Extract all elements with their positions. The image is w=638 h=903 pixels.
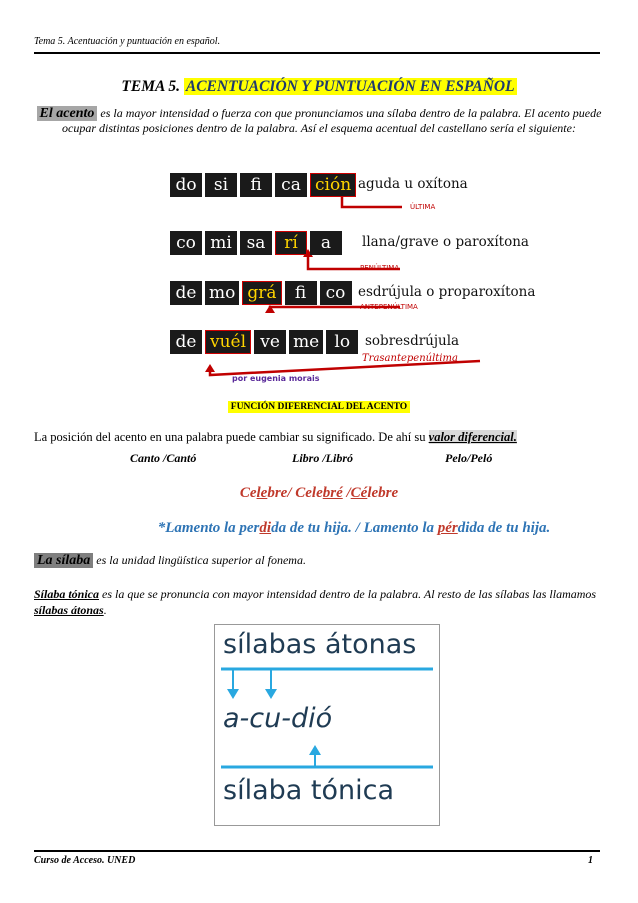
syllable: de — [170, 330, 202, 354]
tonic-syllable: vuél — [205, 330, 251, 354]
title-main: ACENTUACIÓN Y PUNTUACIÓN EN ESPAÑOL — [185, 78, 515, 95]
tonic-syllable: rí — [275, 231, 307, 255]
row-3-sub: ANTEPENÚLTIMA — [360, 303, 418, 311]
row-2-sub: PENÚLTIMA — [360, 264, 400, 272]
text-fragment: *Lamento la per — [157, 520, 260, 536]
row-4-sub: Trasantepenúltima — [362, 353, 458, 364]
diagram-credit: por eugenia morais — [232, 374, 320, 383]
syllable: me — [289, 330, 323, 354]
tonic-syllable: ción — [310, 173, 356, 197]
stressed-fragment: bré — [322, 485, 343, 501]
tonica-label: sílaba tónica — [223, 775, 394, 806]
diagram-row-2 — [170, 231, 342, 255]
tonica-text: es la que se pronuncia con mayor intensidad dentro de la palabra. Al resto de las sílabas las llamamos — [99, 587, 597, 601]
text-fragment: lebre — [367, 485, 399, 501]
row-1-label: aguda u oxítona — [358, 176, 468, 192]
text-fragment: da de tu hija. / Lamento la — [271, 520, 438, 536]
diagram-row-4 — [170, 330, 358, 354]
syllable: si — [205, 173, 237, 197]
tonic-syllable: grá — [242, 281, 281, 305]
accent-scheme-diagram — [170, 165, 536, 390]
stressed-fragment: Cé — [350, 485, 368, 501]
page-header: Tema 5. Acentuación y puntuación en español. — [34, 36, 221, 47]
example-pair-1: Canto /Cantó — [130, 451, 197, 465]
example-pair-2: Libro /Libró — [292, 451, 354, 465]
row-2-label: llana/grave o paroxítona — [362, 234, 529, 250]
silaba-term: La sílaba — [34, 553, 93, 568]
syllable: sa — [240, 231, 272, 255]
header-rule — [34, 52, 600, 54]
posicion-text: La posición del acento en una palabra puede cambiar su significado. De ahí su — [34, 430, 429, 444]
diagram-row-1 — [170, 173, 356, 197]
tonica-text-end: . — [103, 603, 107, 617]
intro-text: es la mayor intensidad o fuerza con que pronunciamos una sílaba dentro de la palabra. El acento puede ocupar distintas posiciones dentro de la palabra. Así el esquema acentual del castellano sería el siguiente: — [62, 106, 602, 135]
section-heading — [0, 402, 638, 412]
posicion-paragraph — [34, 430, 517, 445]
valor-diferencial-term: valor diferencial. — [428, 430, 517, 444]
syllable: a — [310, 231, 342, 255]
title-prefix: TEMA 5. — [121, 78, 184, 95]
acudio-word: a-cu-dió — [223, 703, 333, 734]
diagram-row-3 — [170, 281, 352, 305]
syllable: de — [170, 281, 202, 305]
funcion-heading: FUNCIÓN DIFERENCIAL DEL ACENTO — [228, 401, 410, 413]
footer-rule — [34, 850, 600, 852]
row-4-label: sobresdrújula — [365, 333, 460, 349]
text-fragment: / — [342, 485, 351, 501]
tonica-paragraph — [34, 586, 604, 618]
row-1-sub: ÚLTIMA — [410, 203, 436, 211]
page-number: 1 — [588, 855, 593, 866]
syllable: mi — [205, 231, 237, 255]
acento-term: El acento — [37, 106, 98, 121]
silaba-paragraph — [34, 553, 306, 569]
intro-paragraph — [34, 106, 604, 136]
syllable: fi — [285, 281, 317, 305]
syllable: co — [320, 281, 352, 305]
celebre-example — [0, 485, 638, 502]
syllable: ca — [275, 173, 307, 197]
example-pair-3: Pelo/Peló — [445, 451, 493, 465]
silaba-text: es la unidad lingüística superior al fonema. — [93, 553, 306, 567]
text-fragment: Ce — [239, 485, 257, 501]
text-fragment: bre/ Cele — [267, 485, 323, 501]
syllable: co — [170, 231, 202, 255]
syllable: lo — [326, 330, 358, 354]
syllable: mo — [205, 281, 239, 305]
stressed-fragment: le — [256, 485, 268, 501]
page-title — [0, 78, 638, 96]
row-3-label: esdrújula o proparoxítona — [358, 284, 536, 300]
stressed-fragment: di — [259, 520, 272, 536]
stressed-fragment: pér — [437, 520, 458, 536]
syllable: do — [170, 173, 202, 197]
atonas-label: sílabas átonas — [223, 629, 417, 660]
lamento-example — [0, 520, 638, 537]
text-fragment: dida de tu hija. — [457, 520, 551, 536]
syllables-illustration — [214, 624, 440, 826]
syllable: fi — [240, 173, 272, 197]
silabas-atonas-term: sílabas átonas — [34, 603, 104, 617]
footer-course: Curso de Acceso. UNED — [34, 855, 136, 866]
syllable: ve — [254, 330, 286, 354]
silaba-tonica-term: Sílaba tónica — [34, 587, 100, 601]
